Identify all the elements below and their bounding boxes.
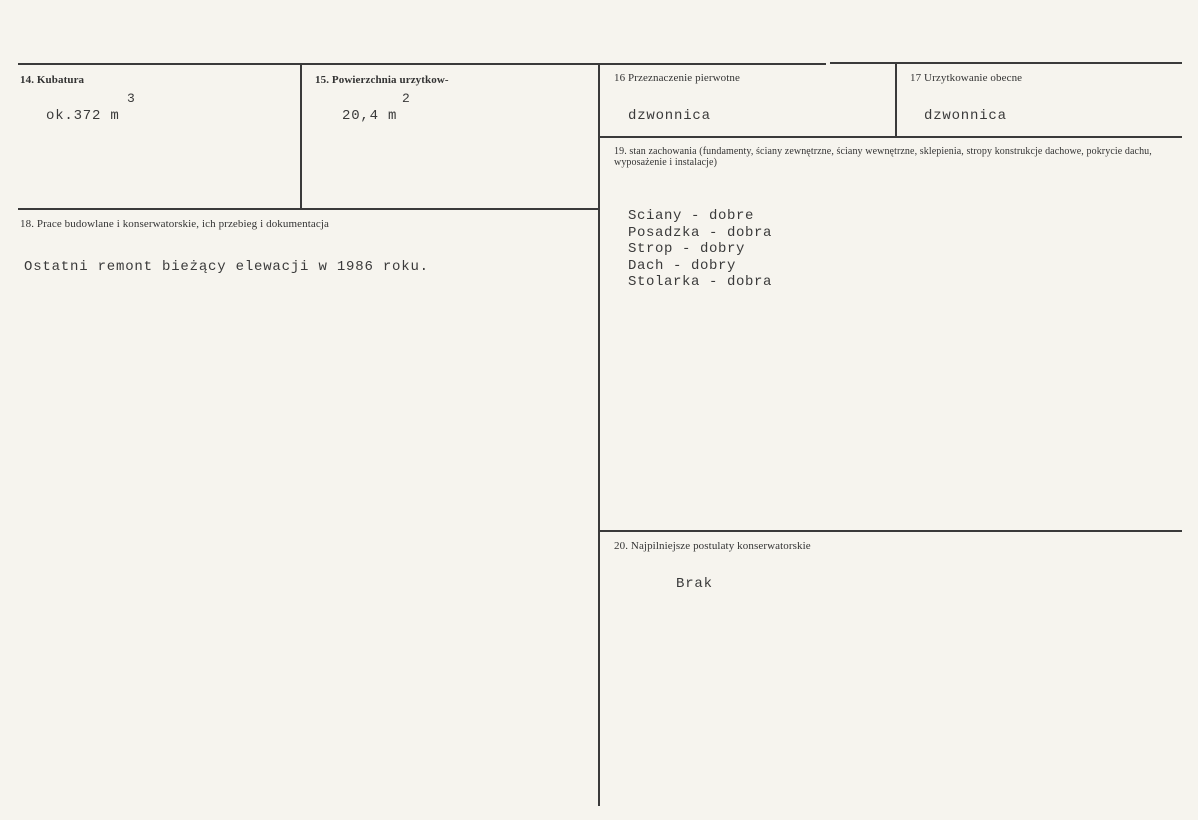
field-14-exponent: 3 [127, 91, 136, 106]
condition-item: Dach - dobry [628, 257, 737, 274]
field-18-label: 18. Prace budowlane i konserwatorskie, ich przebieg i dokumentacja [20, 218, 329, 230]
field-16-label: 16 Przeznaczenie pierwotne [614, 72, 740, 84]
field-14-value: ok.372 m [46, 108, 120, 124]
field-17-label: 17 Urzytkowanie obecne [910, 72, 1023, 84]
field-15-exponent: 2 [402, 91, 411, 106]
top-rule-left [18, 63, 826, 65]
rule-row3-right [600, 530, 1182, 532]
rule-row1-left [18, 208, 598, 210]
field-20-value: Brak [676, 576, 713, 592]
condition-item: Posadzka - dobra [628, 224, 773, 241]
condition-item: Strop - dobry [628, 241, 746, 258]
field-14-label: 14. Kubatura [20, 74, 85, 86]
field-18-value: Ostatni remont bieżący elewacji w 1986 roku. [24, 259, 429, 275]
rule-row1-right [600, 136, 1182, 138]
condition-item: Stolarka - dobra [628, 274, 773, 291]
field-19-condition-list [628, 208, 772, 291]
divider-center [598, 64, 600, 806]
divider-14-15 [300, 64, 302, 209]
divider-16-17 [895, 64, 897, 137]
field-15-label: 15. Powierzchnia urzytkow- [315, 74, 449, 86]
field-17-value: dzwonnica [924, 108, 1007, 124]
field-15-value: 20,4 m [342, 108, 398, 124]
field-19-label: 19. stan zachowania (fundamenty, ściany zewnętrzne, ściany wewnętrzne, sklepienia, stropy konstrukcje dachowe, pokrycie dachu, wyposażenie i instalacje) [614, 146, 1152, 168]
condition-item: Sciany - dobre [628, 208, 755, 224]
field-20-label: 20. Najpilniejsze postulaty konserwatorskie [614, 540, 811, 552]
top-rule-right [830, 62, 1182, 64]
field-16-value: dzwonnica [628, 108, 711, 124]
